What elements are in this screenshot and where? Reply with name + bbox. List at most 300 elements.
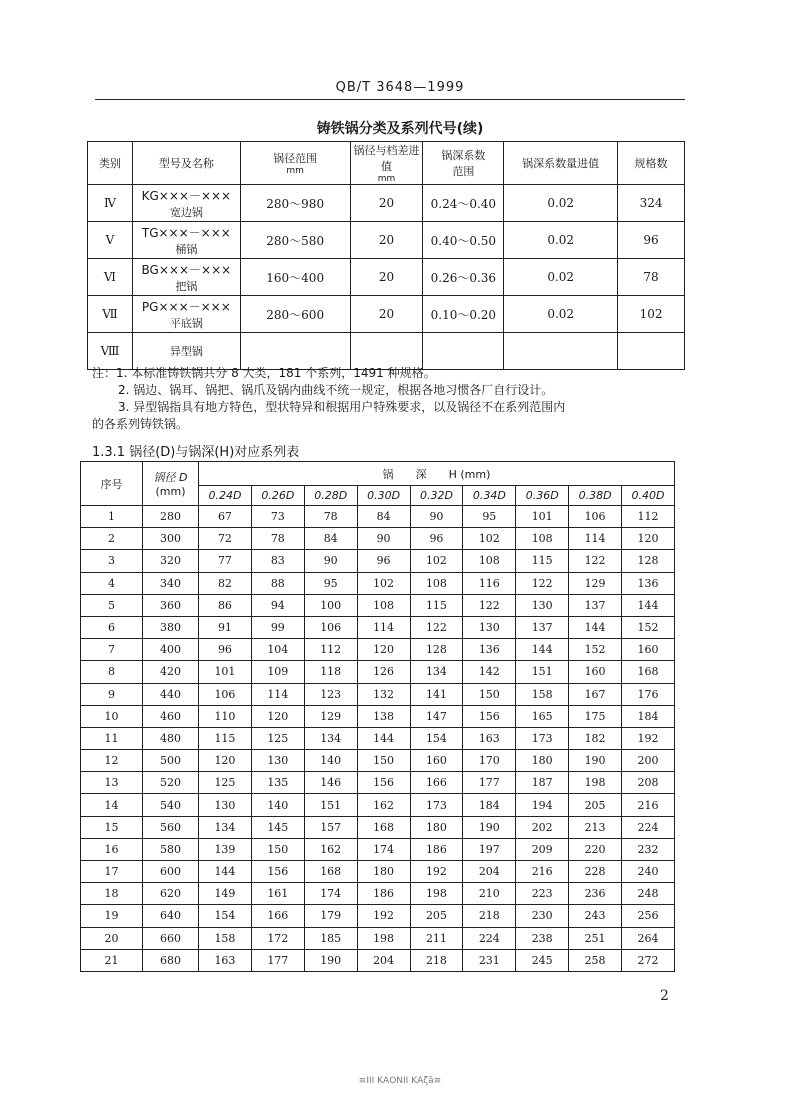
table-row (81, 661, 675, 683)
table-row (81, 927, 675, 949)
cell-diameter: 380 (143, 616, 199, 638)
cell-depth: 190 (304, 949, 357, 971)
cell-depth: 102 (357, 572, 410, 594)
note-3: 3. 异型锅指具有地方特色，型状特异和根据用户特殊要求，以及锅径不在系列范围内 (118, 400, 566, 414)
cell-diameter: 420 (143, 661, 199, 683)
cell-seq: 9 (81, 683, 143, 705)
cell-depth: 162 (304, 838, 357, 860)
header-diameter (143, 462, 199, 506)
cell-depth: 78 (251, 528, 304, 550)
cell-model (132, 333, 240, 370)
header-seq: 序号 (81, 462, 143, 506)
cell-depth: 106 (199, 683, 252, 705)
cell-depth: 232 (622, 838, 675, 860)
cell-depth: 173 (410, 794, 463, 816)
header-diameter-step-label: 锅径与档差进值 (353, 144, 420, 173)
cell-depth: 158 (199, 927, 252, 949)
footer-watermark: ≡ΙΙΙ ΚΑΟΝΙΙ ΚΑζã≡ (358, 1076, 442, 1086)
cell-coef-step (504, 333, 618, 370)
cell-depth: 184 (622, 705, 675, 727)
cell-depth: 180 (516, 750, 569, 772)
cell-seq: 8 (81, 661, 143, 683)
cell-depth: 144 (516, 639, 569, 661)
cell-depth: 236 (569, 883, 622, 905)
cell-depth: 122 (569, 550, 622, 572)
cell-seq: 3 (81, 550, 143, 572)
header-diameter-range-label: 锅径范围 (273, 152, 318, 165)
cell-depth: 168 (622, 661, 675, 683)
cell-depth: 187 (516, 772, 569, 794)
cell-depth: 134 (199, 816, 252, 838)
table1-row (88, 333, 685, 370)
header-ratio: 0.28D (304, 486, 357, 506)
cell-depth: 245 (516, 949, 569, 971)
cell-depth: 94 (251, 594, 304, 616)
cell-depth: 165 (516, 705, 569, 727)
cell-coef-step: 0.02 (504, 185, 618, 222)
cell-diameter: 500 (143, 750, 199, 772)
cell-diameter: 620 (143, 883, 199, 905)
cell-depth: 130 (516, 594, 569, 616)
cell-diameter: 480 (143, 727, 199, 749)
cell-category: Ⅴ (88, 222, 133, 259)
cell-depth: 230 (516, 905, 569, 927)
cell-depth: 141 (410, 683, 463, 705)
table2-header-row-1 (81, 462, 675, 486)
cell-diameter: 560 (143, 816, 199, 838)
cell-depth: 209 (516, 838, 569, 860)
cell-model (132, 296, 240, 333)
cell-depth: 77 (199, 550, 252, 572)
cell-depth: 190 (463, 816, 516, 838)
cell-model (132, 185, 240, 222)
cell-depth: 114 (569, 528, 622, 550)
cell-depth: 147 (410, 705, 463, 727)
cell-depth: 120 (357, 639, 410, 661)
cell-seq: 12 (81, 750, 143, 772)
cell-depth: 216 (516, 861, 569, 883)
cell-depth: 130 (199, 794, 252, 816)
cell-depth: 197 (463, 838, 516, 860)
cell-depth: 186 (357, 883, 410, 905)
cell-depth: 228 (569, 861, 622, 883)
standard-code: QB/T 3648—1999 (335, 80, 465, 95)
cell-depth: 134 (410, 661, 463, 683)
table1-title: 铸铁锅分类及系列代号(续) (316, 121, 484, 137)
header-diameter-label: 锅径 D (153, 471, 188, 484)
model-name: 平底锅 (169, 316, 203, 330)
cell-category: Ⅶ (88, 296, 133, 333)
page-number: 2 (660, 988, 669, 1004)
cell-depth: 248 (622, 883, 675, 905)
cell-coef-step: 0.02 (504, 259, 618, 296)
table-row (81, 705, 675, 727)
cell-depth: 126 (357, 661, 410, 683)
cell-diameter: 520 (143, 772, 199, 794)
cell-depth: 162 (357, 794, 410, 816)
cell-diameter: 340 (143, 572, 199, 594)
cell-seq: 16 (81, 838, 143, 860)
cell-depth: 112 (622, 506, 675, 528)
cell-depth: 96 (199, 639, 252, 661)
table-row (81, 616, 675, 638)
note-1: 注：1. 本标准铸铁锅共分 8 大类，181 个系列，1491 种规格。 (92, 366, 436, 380)
cell-depth: 272 (622, 949, 675, 971)
cell-category: Ⅷ (88, 333, 133, 370)
cell-diameter: 540 (143, 794, 199, 816)
header-category: 类别 (88, 142, 133, 185)
cell-depth: 115 (516, 550, 569, 572)
header-diameter-step (350, 142, 423, 185)
cell-category: Ⅳ (88, 185, 133, 222)
cell-seq: 4 (81, 572, 143, 594)
cell-depth: 158 (516, 683, 569, 705)
cell-depth: 84 (357, 506, 410, 528)
cell-depth: 108 (516, 528, 569, 550)
cell-seq: 18 (81, 883, 143, 905)
cell-depth: 223 (516, 883, 569, 905)
cell-seq: 6 (81, 616, 143, 638)
cell-depth: 160 (410, 750, 463, 772)
cell-depth: 101 (199, 661, 252, 683)
cell-depth: 157 (304, 816, 357, 838)
cell-depth: 67 (199, 506, 252, 528)
cell-coef-range (423, 333, 504, 370)
table-row (81, 550, 675, 572)
cell-depth: 168 (304, 861, 357, 883)
cell-seq: 11 (81, 727, 143, 749)
cell-step: 20 (350, 185, 423, 222)
cell-depth: 170 (463, 750, 516, 772)
cell-depth: 264 (622, 927, 675, 949)
cell-depth: 180 (357, 861, 410, 883)
cell-coef-range: 0.24～0.40 (423, 185, 504, 222)
cell-depth: 192 (410, 861, 463, 883)
cell-depth: 138 (357, 705, 410, 727)
cell-diameter: 280 (143, 506, 199, 528)
cell-depth: 198 (569, 772, 622, 794)
header-depth-coef-step: 锅深系数量进值 (504, 142, 618, 185)
cell-depth: 202 (516, 816, 569, 838)
cell-depth: 211 (410, 927, 463, 949)
cell-depth: 251 (569, 927, 622, 949)
cell-depth: 136 (622, 572, 675, 594)
cell-depth: 128 (410, 639, 463, 661)
cell-depth: 130 (463, 616, 516, 638)
cell-depth: 149 (199, 883, 252, 905)
cell-depth: 258 (569, 949, 622, 971)
section-title: 1.3.1 锅径(D)与锅深(H)对应系列表 (92, 445, 300, 460)
cell-depth: 184 (463, 794, 516, 816)
cell-depth: 216 (622, 794, 675, 816)
cell-depth: 86 (199, 594, 252, 616)
header-depth: 锅 深 H (mm) (199, 462, 675, 486)
cell-depth: 123 (304, 683, 357, 705)
cell-seq: 7 (81, 639, 143, 661)
cell-depth: 104 (251, 639, 304, 661)
cell-diameter: 360 (143, 594, 199, 616)
cell-seq: 19 (81, 905, 143, 927)
cell-coef-step: 0.02 (504, 222, 618, 259)
header-ratio: 0.30D (357, 486, 410, 506)
cell-specs: 96 (618, 222, 685, 259)
cell-depth: 213 (569, 816, 622, 838)
cell-step: 20 (350, 222, 423, 259)
cell-diameter: 440 (143, 683, 199, 705)
cell-depth: 91 (199, 616, 252, 638)
header-spec-count: 规格数 (618, 142, 685, 185)
table-row (81, 506, 675, 528)
cell-depth: 108 (357, 594, 410, 616)
cell-depth: 163 (463, 727, 516, 749)
cell-depth: 90 (410, 506, 463, 528)
cell-seq: 20 (81, 927, 143, 949)
cell-depth: 88 (251, 572, 304, 594)
cell-depth: 150 (357, 750, 410, 772)
table2-body (81, 506, 675, 972)
cell-diameter: 600 (143, 861, 199, 883)
cell-depth: 140 (304, 750, 357, 772)
cell-depth: 118 (304, 661, 357, 683)
cell-depth: 83 (251, 550, 304, 572)
cell-coef-range: 0.10～0.20 (423, 296, 504, 333)
cell-diameter: 400 (143, 639, 199, 661)
cell-depth: 137 (516, 616, 569, 638)
header-diameter-step-unit: mm (377, 174, 396, 184)
cell-depth: 109 (251, 661, 304, 683)
cell-depth: 154 (410, 727, 463, 749)
header-diameter-range-unit: mm (286, 166, 304, 176)
cell-depth: 180 (410, 816, 463, 838)
cell-depth: 152 (622, 616, 675, 638)
cell-diameter: 660 (143, 927, 199, 949)
header-ratio: 0.38D (569, 486, 622, 506)
cell-depth: 140 (251, 794, 304, 816)
cell-depth: 166 (410, 772, 463, 794)
cell-category: Ⅵ (88, 259, 133, 296)
header-diameter-unit: (mm) (155, 485, 186, 498)
table1-row (88, 222, 685, 259)
cell-depth: 102 (463, 528, 516, 550)
cell-depth: 96 (357, 550, 410, 572)
cell-depth: 256 (622, 905, 675, 927)
model-name: 宽边锅 (169, 205, 203, 219)
cell-depth: 108 (463, 550, 516, 572)
cell-depth: 72 (199, 528, 252, 550)
cell-specs: 78 (618, 259, 685, 296)
cell-depth: 144 (569, 616, 622, 638)
table-row (81, 727, 675, 749)
cell-seq: 2 (81, 528, 143, 550)
cell-depth: 135 (251, 772, 304, 794)
table1-row (88, 259, 685, 296)
cell-depth: 152 (569, 639, 622, 661)
cell-step: 20 (350, 296, 423, 333)
cell-depth: 130 (251, 750, 304, 772)
header-ratio: 0.36D (516, 486, 569, 506)
cell-depth: 122 (463, 594, 516, 616)
cell-range: 280～600 (240, 296, 350, 333)
model-code: KG×××－××× (141, 188, 232, 203)
cell-depth: 176 (622, 683, 675, 705)
cell-diameter: 580 (143, 838, 199, 860)
header-depth-coef-range: 锅深系数 范围 (423, 142, 504, 185)
cell-specs: 102 (618, 296, 685, 333)
header-rule (95, 99, 685, 100)
cell-depth: 132 (357, 683, 410, 705)
cell-seq: 14 (81, 794, 143, 816)
cell-depth: 174 (357, 838, 410, 860)
cell-depth: 106 (569, 506, 622, 528)
cell-seq: 13 (81, 772, 143, 794)
cell-model (132, 259, 240, 296)
cell-depth: 220 (569, 838, 622, 860)
cell-depth: 95 (304, 572, 357, 594)
table-row (81, 883, 675, 905)
table1-row (88, 185, 685, 222)
cell-depth: 175 (569, 705, 622, 727)
cell-range: 160～400 (240, 259, 350, 296)
table-row (81, 750, 675, 772)
cell-depth: 205 (410, 905, 463, 927)
cell-depth: 166 (251, 905, 304, 927)
cell-depth: 116 (463, 572, 516, 594)
cell-depth: 192 (622, 727, 675, 749)
table-row (81, 594, 675, 616)
cell-depth: 150 (251, 838, 304, 860)
model-code: TG×××－××× (141, 225, 231, 240)
cell-depth: 128 (622, 550, 675, 572)
cell-step (350, 333, 423, 370)
cell-depth: 198 (357, 927, 410, 949)
cell-range: 280～980 (240, 185, 350, 222)
cell-depth: 156 (463, 705, 516, 727)
cell-depth: 134 (304, 727, 357, 749)
cell-depth: 114 (357, 616, 410, 638)
cell-step: 20 (350, 259, 423, 296)
cell-depth: 204 (463, 861, 516, 883)
cell-depth: 150 (463, 683, 516, 705)
cell-depth: 182 (569, 727, 622, 749)
cell-depth: 90 (357, 528, 410, 550)
cell-range: 280～580 (240, 222, 350, 259)
cell-diameter: 460 (143, 705, 199, 727)
cell-depth: 142 (463, 661, 516, 683)
cell-depth: 112 (304, 639, 357, 661)
cell-depth: 194 (516, 794, 569, 816)
header-ratio: 0.40D (622, 486, 675, 506)
cell-depth: 99 (251, 616, 304, 638)
cell-depth: 144 (357, 727, 410, 749)
cell-depth: 177 (251, 949, 304, 971)
cell-depth: 120 (251, 705, 304, 727)
cell-depth: 115 (199, 727, 252, 749)
cell-specs: 324 (618, 185, 685, 222)
table-row (81, 949, 675, 971)
cell-model (132, 222, 240, 259)
cell-depth: 218 (463, 905, 516, 927)
cell-diameter: 300 (143, 528, 199, 550)
cell-depth: 108 (410, 572, 463, 594)
cell-depth: 122 (410, 616, 463, 638)
cell-depth: 139 (199, 838, 252, 860)
cell-depth: 156 (357, 772, 410, 794)
cell-seq: 5 (81, 594, 143, 616)
cell-depth: 168 (357, 816, 410, 838)
cell-depth: 146 (304, 772, 357, 794)
cell-depth: 136 (463, 639, 516, 661)
cell-depth: 160 (622, 639, 675, 661)
table1-header-row (88, 142, 685, 185)
header-model: 型号及名称 (132, 142, 240, 185)
cell-depth: 129 (569, 572, 622, 594)
cell-range (240, 333, 350, 370)
cell-depth: 151 (516, 661, 569, 683)
cell-depth: 115 (410, 594, 463, 616)
model-code: PG×××－××× (141, 299, 231, 314)
cell-depth: 95 (463, 506, 516, 528)
table-row (81, 772, 675, 794)
cell-depth: 156 (251, 861, 304, 883)
cell-depth: 243 (569, 905, 622, 927)
cell-depth: 224 (463, 927, 516, 949)
cell-depth: 185 (304, 927, 357, 949)
cell-depth: 125 (251, 727, 304, 749)
model-name: 异型锅 (169, 345, 203, 358)
cell-depth: 205 (569, 794, 622, 816)
table1-row (88, 296, 685, 333)
header-ratio: 0.24D (199, 486, 252, 506)
table-row (81, 838, 675, 860)
cell-depth: 120 (199, 750, 252, 772)
cell-depth: 190 (569, 750, 622, 772)
cell-coef-range: 0.26～0.36 (423, 259, 504, 296)
cell-depth: 110 (199, 705, 252, 727)
cell-depth: 82 (199, 572, 252, 594)
table-row (81, 683, 675, 705)
cell-seq: 15 (81, 816, 143, 838)
cell-diameter: 640 (143, 905, 199, 927)
cell-depth: 151 (304, 794, 357, 816)
cell-seq: 17 (81, 861, 143, 883)
cell-depth: 125 (199, 772, 252, 794)
cell-depth: 161 (251, 883, 304, 905)
model-name: 桶锅 (175, 242, 198, 256)
header-ratio: 0.26D (251, 486, 304, 506)
cell-depth: 100 (304, 594, 357, 616)
cell-depth: 204 (357, 949, 410, 971)
cell-depth: 96 (410, 528, 463, 550)
cell-depth: 177 (463, 772, 516, 794)
cell-depth: 114 (251, 683, 304, 705)
model-name: 把锅 (175, 279, 198, 293)
cell-depth: 200 (622, 750, 675, 772)
table-row (81, 905, 675, 927)
header-diameter-range (240, 142, 350, 185)
diameter-depth-table (80, 461, 675, 972)
cell-diameter: 680 (143, 949, 199, 971)
cell-coef-range: 0.40～0.50 (423, 222, 504, 259)
cell-specs (618, 333, 685, 370)
cell-depth: 192 (357, 905, 410, 927)
cell-depth: 101 (516, 506, 569, 528)
cell-depth: 167 (569, 683, 622, 705)
header-ratio: 0.34D (463, 486, 516, 506)
cell-depth: 73 (251, 506, 304, 528)
cell-depth: 186 (410, 838, 463, 860)
table-row (81, 528, 675, 550)
cell-depth: 106 (304, 616, 357, 638)
